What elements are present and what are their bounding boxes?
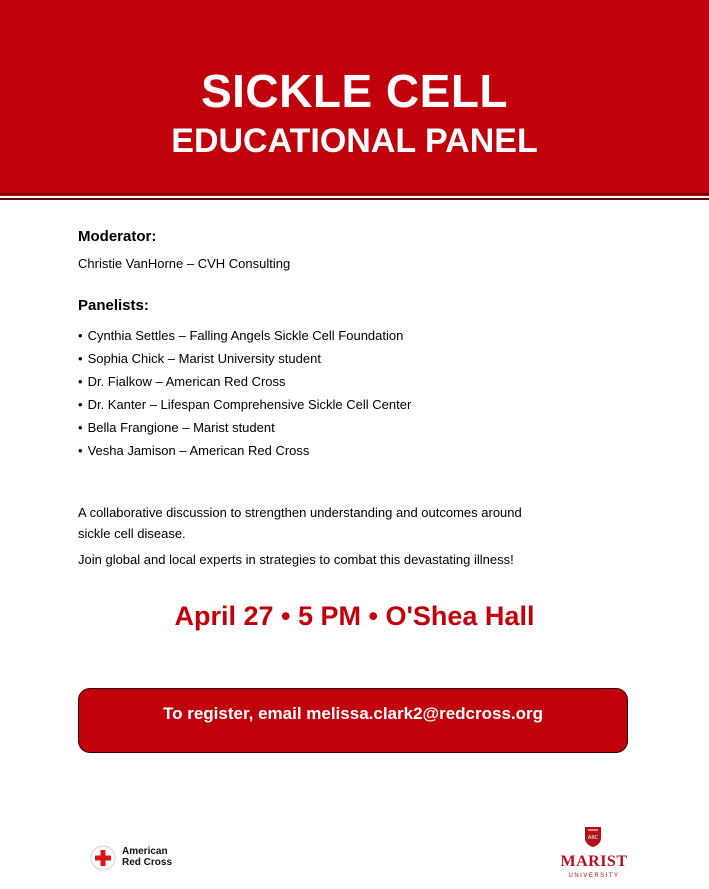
- svg-text:ARC: ARC: [587, 835, 599, 841]
- description-text: A collaborative discussion to strengthen understanding and outcomes around sickle cell disease.: [78, 505, 522, 541]
- marist-subtitle: UNIVERSITY: [568, 873, 620, 879]
- page-title: SICKLE CELL: [200, 65, 509, 117]
- shield-icon: [584, 826, 602, 848]
- panelists-heading: Panelists:: [78, 297, 149, 314]
- header-banner: [0, 0, 709, 196]
- moderator-name: Christie VanHorne – CVH Consulting: [78, 256, 291, 271]
- list-item: • Cynthia Settles – Falling Angels Sickle Cell Foundation: [78, 324, 638, 347]
- register-button[interactable]: To register, email melissa.clark2@redcross.org: [78, 688, 628, 753]
- red-cross-icon: [90, 845, 116, 871]
- moderator-heading: Moderator:: [78, 228, 157, 245]
- header-divider: [0, 198, 709, 200]
- marist-logo: [558, 826, 630, 886]
- list-item: • Dr. Kanter – Lifespan Comprehensive Sickle Cell Center: [78, 393, 638, 416]
- join-text: Join global and local experts in strategies to combat this devastating illness!: [78, 552, 514, 567]
- list-item: • Vesha Jamison – American Red Cross: [78, 439, 638, 462]
- page-subtitle: EDUCATIONAL PANEL: [171, 122, 538, 160]
- red-cross-logo: [90, 843, 200, 873]
- list-item: • Dr. Fialkow – American Red Cross: [78, 370, 638, 393]
- red-cross-line1: American: [122, 846, 168, 857]
- event-details: April 27 • 5 PM • O'Shea Hall: [174, 601, 535, 631]
- header-divider: [0, 193, 709, 195]
- list-item: • Bella Frangione – Marist student: [78, 416, 638, 439]
- main-content: [78, 228, 638, 462]
- marist-wordmark: MARIST: [560, 853, 628, 870]
- list-item: • Sophia Chick – Marist University student: [78, 347, 638, 370]
- panelists-list: [78, 324, 638, 462]
- red-cross-wordmark: [122, 846, 172, 868]
- red-cross-line2: Red Cross: [122, 857, 173, 868]
